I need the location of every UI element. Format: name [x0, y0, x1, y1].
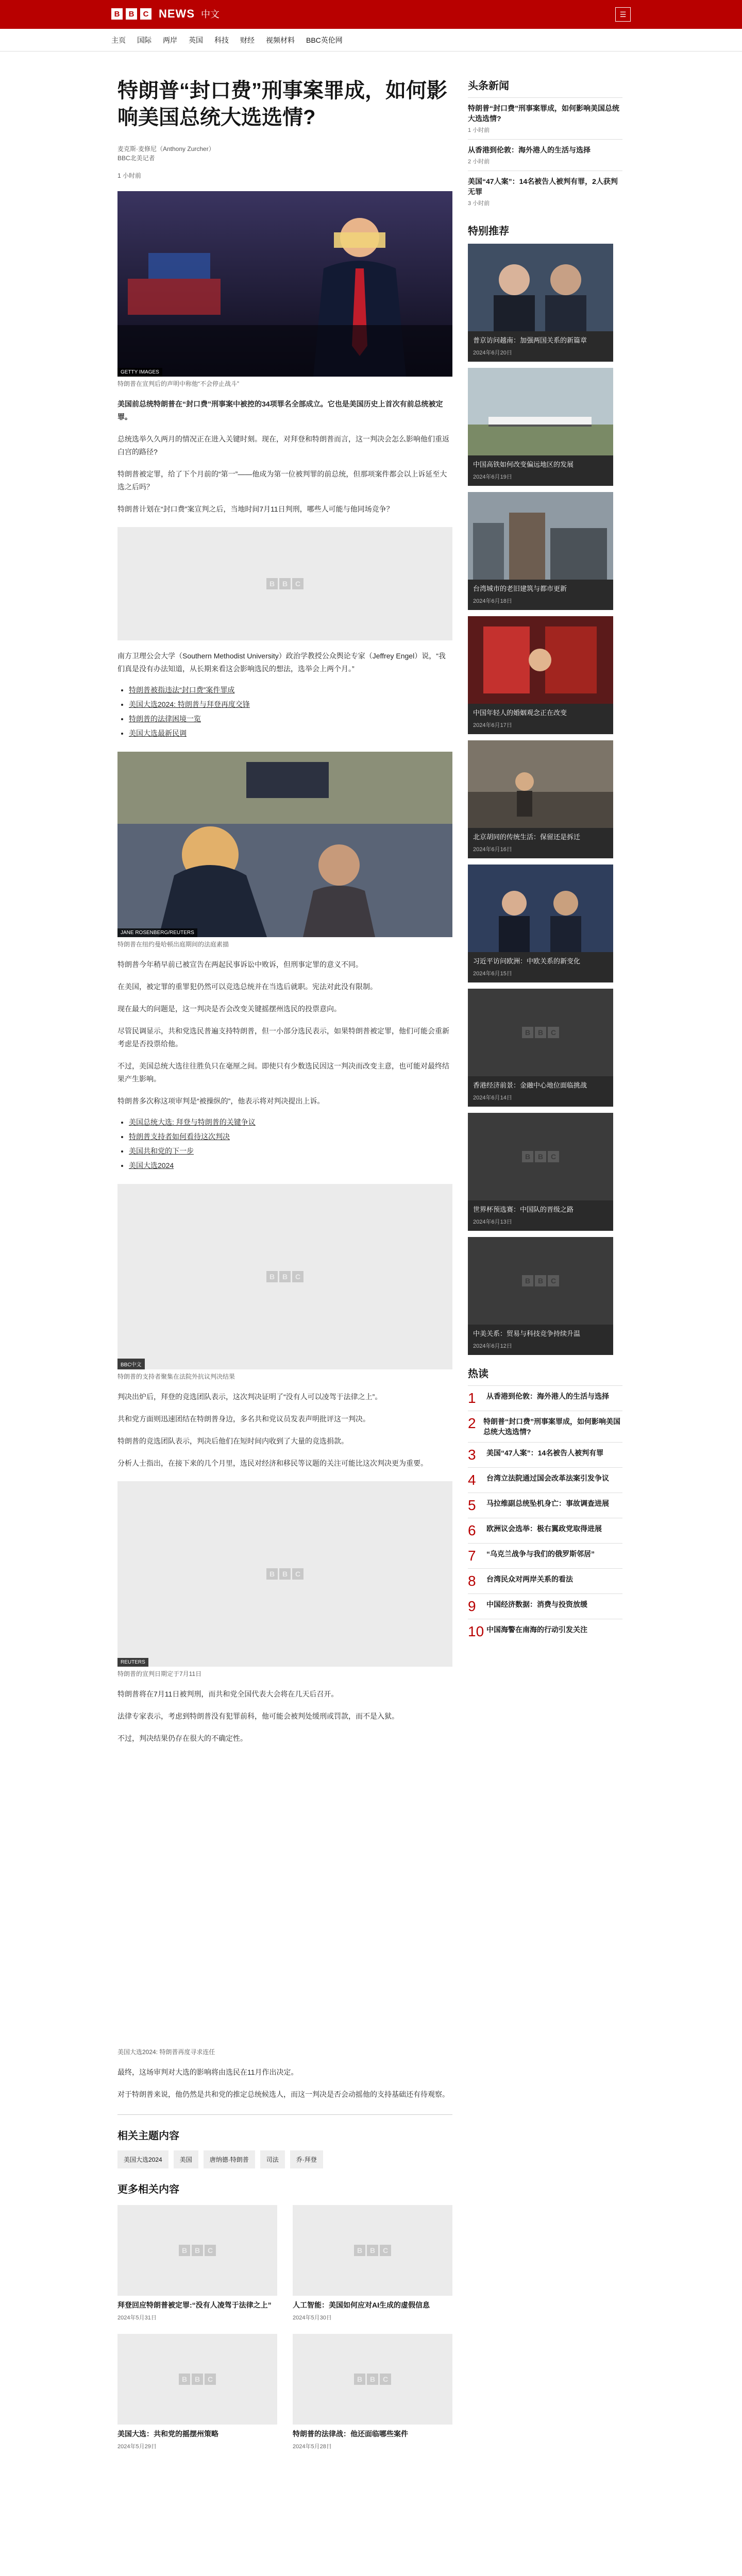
image-caption: 特朗普的宣判日期定于7月11日	[117, 1670, 202, 1677]
rec-card[interactable]	[468, 244, 613, 362]
card-image: B B C	[293, 2334, 452, 2425]
headline-item[interactable]	[468, 139, 622, 171]
headline-title: 美国“47人案”：14名被告人被判有罪，2人获判无罪	[468, 177, 618, 196]
hot-title-text: 台湾民众对两岸关系的看法	[486, 1575, 573, 1583]
hot-item[interactable]: 1 从香港到伦敦：海外港人的生活与选择	[468, 1385, 622, 1411]
image-credit: BBC中文	[117, 1359, 145, 1369]
rec-date: 2024年6月15日	[473, 971, 512, 977]
hot-item[interactable]: 6 欧洲议会选举：极右翼政党取得进展	[468, 1518, 622, 1543]
headline-item[interactable]	[468, 97, 622, 139]
hot-title-text: 欧洲议会选举：极右翼政党取得进展	[486, 1524, 602, 1533]
paragraph: 不过，判决结果仍存在很大的不确定性。	[117, 1734, 247, 1742]
rec-date: 2024年6月13日	[473, 1219, 512, 1225]
paragraph: 对于特朗普来说，他仍然是共和党的推定总统候选人，而这一判决是否会动摇他的支持基础还有待观察。	[117, 2090, 449, 2098]
nav-item[interactable]: 英国	[189, 36, 203, 44]
rec-card[interactable]	[468, 989, 613, 1107]
rec-card[interactable]	[468, 492, 613, 610]
paragraph: 现在最大的问题是，这一判决是否会改变关键摇摆州选民的投票意向。	[117, 1005, 341, 1013]
card-image: B B C	[117, 2334, 277, 2425]
hero-illustration	[117, 191, 452, 377]
paragraph: 判决出炉后，拜登的竞选团队表示，这次判决证明了“没有人可以凌驾于法律之上”。	[117, 1393, 382, 1401]
topic-tag[interactable]: 美国大选2024	[117, 2150, 168, 2168]
rec-image	[468, 492, 613, 580]
card-image: B B C	[293, 2205, 452, 2296]
headline-title: 特朗普“封口费”刑事案罪成，如何影响美国总统大选选情?	[468, 104, 619, 123]
menu-icon[interactable]: ☰	[615, 7, 631, 22]
hot-item[interactable]: 7 “乌克兰战争与我们的俄罗斯邻居”	[468, 1543, 622, 1568]
headline-time: 1 小时前	[468, 127, 490, 133]
nav-item[interactable]: BBC英伦网	[306, 36, 343, 44]
card-date: 2024年5月31日	[117, 2315, 157, 2321]
rec-image	[468, 244, 613, 331]
rec-title: 中国年轻人的婚姻观念正在改变	[473, 709, 567, 717]
hot-title-text: 特朗普“封口费”刑事案罪成，如何影响美国总统大选选情?	[483, 1417, 621, 1436]
story-card[interactable]	[293, 2205, 452, 2321]
rec-title: 普京访问越南：加强两国关系的新篇章	[473, 336, 587, 344]
hot-title-text: 中国海警在南海的行动引发关注	[486, 1625, 587, 1634]
rec-date: 2024年6月16日	[473, 846, 512, 853]
rec-image	[468, 368, 613, 455]
card-title: 拜登回应特朗普被定罪:“没有人凌驾于法律之上”	[117, 2301, 272, 2309]
byline	[117, 144, 452, 163]
rec-image	[468, 865, 613, 952]
image-caption: 特朗普在纽约曼哈顿出庭期间的法庭素描	[117, 941, 229, 948]
headline-time: 3 小时前	[468, 200, 490, 207]
page-title: 特朗普“封口费”刑事案罪成，如何影响美国总统大选选情?	[117, 79, 447, 129]
hot-title-text: 马拉维副总统坠机身亡：事故调查进展	[486, 1499, 609, 1507]
timestamp: 1 小时前	[117, 172, 142, 179]
image-placeholder: B B C REUTERS	[117, 1481, 452, 1667]
sidebar	[468, 77, 622, 1644]
paragraph: 美国前总统特朗普在“封口费”刑事案中被控的34项罪名全部成立。它也是美国历史上首次有前总统被定罪。	[117, 400, 443, 421]
nav-item[interactable]: 科技	[214, 36, 229, 44]
rec-card[interactable]	[468, 1237, 613, 1355]
rec-title: 中国高铁如何改变偏远地区的发展	[473, 461, 574, 468]
hot-title: 热读	[468, 1368, 488, 1380]
nav-item[interactable]: 财经	[240, 36, 255, 44]
more-grid	[117, 2205, 452, 2450]
top-bar	[0, 0, 742, 29]
card-title: 特朗普的法律战：他还面临哪些案件	[293, 2430, 408, 2438]
rec-card[interactable]	[468, 865, 613, 982]
story-card[interactable]	[293, 2334, 452, 2450]
brand-chinese: 中文	[201, 9, 220, 20]
rec-card[interactable]	[468, 740, 613, 858]
author-name: 麦克斯·麦修尼（Anthony Zurcher）	[117, 145, 215, 152]
hot-item[interactable]: 2 特朗普“封口费”刑事案罪成，如何影响美国总统大选选情?	[468, 1411, 622, 1442]
hero-image	[117, 191, 452, 377]
related-link[interactable]: • 美国大选2024	[129, 1158, 452, 1173]
image-caption: 美国大选2024: 特朗普再度寻求连任	[117, 2048, 215, 2056]
image-credit: JANE ROSENBERG/REUTERS	[117, 928, 197, 937]
rec-title: 中美关系：贸易与科技竞争持续升温	[473, 1330, 581, 1337]
court-sketch-image	[117, 752, 452, 937]
rec-date: 2024年6月12日	[473, 1343, 512, 1349]
rec-date: 2024年6月14日	[473, 1095, 512, 1101]
related-link[interactable]: • 美国共和党的下一步	[129, 1144, 452, 1158]
paragraph: 特朗普计划在“封口费”案宣判之后，当地时间7月11日判刑，哪些人可能与他同场竞争？	[117, 505, 394, 513]
paragraph: 特朗普多次称这项审判是“被操纵的”，他表示将对判决提出上诉。	[117, 1097, 325, 1105]
rec-title: 习近平访问欧洲：中欧关系的新变化	[473, 957, 581, 965]
rec-image: B B C	[468, 1237, 613, 1325]
card-title: 美国大选：共和党的摇摆州策略	[117, 2430, 218, 2438]
rec-title: 香港经济前景：金融中心地位面临挑战	[473, 1081, 587, 1089]
author-role: BBC北美记者	[117, 155, 155, 162]
related-link[interactable]: • 美国大选2024: 特朗普与拜登再度交锋	[129, 697, 452, 711]
story-card[interactable]	[117, 2205, 277, 2321]
topic-tag[interactable]: 乔·拜登	[290, 2150, 323, 2168]
hot-item[interactable]: 10 中国海警在南海的行动引发关注	[468, 1619, 622, 1644]
related-link[interactable]: • 特朗普被指违法“封口费”案件罪成	[129, 683, 452, 697]
paragraph: 分析人士指出，在接下来的几个月里，选民对经济和移民等议题的关注可能比这次判决更为重要。	[117, 1459, 428, 1467]
main-nav	[0, 29, 742, 52]
image-caption: 特朗普在宣判后的声明中称他“不会停止战斗”	[117, 380, 239, 387]
hot-title-text: 美国“47人案”：14名被告人被判有罪	[486, 1449, 604, 1457]
hot-title-text: 中国经济数据：消费与投资放缓	[486, 1600, 587, 1608]
embedded-media-space	[117, 1756, 452, 2045]
brand-news: NEWS	[159, 7, 195, 20]
headline-time: 2 小时前	[468, 159, 490, 165]
card-date: 2024年5月29日	[117, 2444, 157, 2450]
hot-title-text: “乌克兰战争与我们的俄罗斯邻居”	[486, 1550, 595, 1558]
rec-date: 2024年6月17日	[473, 722, 512, 728]
paragraph: 最终，这场审判对大选的影响将由选民在11月作出决定。	[117, 2068, 298, 2076]
hot-item[interactable]: 5 马拉维副总统坠机身亡：事故调查进展	[468, 1493, 622, 1518]
bbc-logo[interactable]: B B C NEWS 中文	[111, 7, 220, 21]
topic-tags	[117, 2150, 452, 2168]
related-link[interactable]: • 美国总统大选: 拜登与特朗普的关键争议	[129, 1115, 452, 1129]
rec-card[interactable]	[468, 1113, 613, 1231]
paragraph: 特朗普今年稍早前已被宣告在两起民事诉讼中败诉，但刑事定罪的意义不同。	[117, 960, 363, 969]
card-title: 人工智能：美国如何应对AI生成的虚假信息	[293, 2301, 430, 2309]
paragraph: 特朗普被定罪，给了下个月前的“第一”——他成为第一位被判罪的前总统，但那项案件都会以上诉延至大选之后吗？	[117, 470, 447, 491]
hot-title-text: 从香港到伦敦：海外港人的生活与选择	[486, 1392, 609, 1400]
rec-image	[468, 740, 613, 828]
topic-tag[interactable]: 美国	[174, 2150, 198, 2168]
paragraph: 尽管民调显示，共和党选民普遍支持特朗普，但一小部分选民表示，如果特朗普被定罪，他们可能会重新考虑是否投票给他。	[117, 1027, 449, 1048]
related-link[interactable]: • 美国大选最新民调	[129, 726, 452, 740]
story-card[interactable]	[117, 2334, 277, 2450]
divider	[117, 2114, 452, 2115]
headlines-title: 头条新闻	[468, 80, 509, 92]
recommended-title: 特别推荐	[468, 226, 509, 237]
paragraph: 法律专家表示，考虑到特朗普没有犯罪前科，他可能会被判处缓刑或罚款，而不是入狱。	[117, 1712, 399, 1720]
article	[117, 77, 452, 2450]
paragraph: 总统选举久久两月的情况正在进入关键时刻。现在，对拜登和特朗普而言，这一判决会怎么影响他们重返白宫的路径?	[117, 435, 449, 456]
image-placeholder: B B C BBC中文	[117, 1184, 452, 1369]
hot-title-text: 台湾立法院通过国会改革法案引发争议	[486, 1474, 609, 1482]
related-links	[117, 1115, 452, 1173]
headline-title: 从香港到伦敦：海外港人的生活与选择	[468, 146, 591, 154]
nav-item[interactable]: 视频材料	[266, 36, 295, 44]
related-links	[117, 683, 452, 740]
paragraph: 特朗普的竞选团队表示，判决后他们在短时间内收到了大量的竞选捐款。	[117, 1437, 348, 1445]
card-date: 2024年5月30日	[293, 2315, 332, 2321]
hot-item[interactable]: 8 台湾民众对两岸关系的看法	[468, 1568, 622, 1594]
rec-date: 2024年6月19日	[473, 474, 512, 480]
image-credit: GETTY IMAGES	[117, 368, 162, 377]
image-placeholder: B B C	[117, 527, 452, 640]
topics-title: 相关主题内容	[117, 2130, 179, 2142]
hot-item[interactable]: 3 美国“47人案”：14名被告人被判有罪	[468, 1442, 622, 1467]
rec-title: 北京胡同的传统生活：保留还是拆迁	[473, 833, 581, 841]
rec-image: B B C	[468, 1113, 613, 1200]
headline-item[interactable]	[468, 171, 622, 212]
rec-title: 台湾城市的老旧建筑与都市更新	[473, 585, 567, 592]
related-link[interactable]: • 特朗普支持者如何看待这次判决	[129, 1129, 452, 1144]
card-date: 2024年5月28日	[293, 2444, 332, 2450]
image-caption: 特朗普的支持者聚集在法院外抗议判决结果	[117, 1373, 235, 1380]
related-link[interactable]: • 特朗普的法律困境一览	[129, 711, 452, 726]
rec-date: 2024年6月20日	[473, 350, 512, 356]
paragraph: 特朗普将在7月11日被判刑，而共和党全国代表大会将在几天后召开。	[117, 1690, 339, 1698]
topic-tag[interactable]: 司法	[260, 2150, 285, 2168]
hot-item[interactable]: 9 中国经济数据：消费与投资放缓	[468, 1594, 622, 1619]
topic-tag[interactable]: 唐纳德·特朗普	[204, 2150, 255, 2168]
sketch-illustration	[117, 752, 452, 937]
rec-card[interactable]	[468, 616, 613, 734]
rec-date: 2024年6月18日	[473, 598, 512, 604]
paragraph: 不过，美国总统大选往往胜负只在毫厘之间。即使只有少数选民因这一判决而改变主意，也可能对最终结果产生影响。	[117, 1062, 449, 1083]
paragraph: 南方卫理公会大学（Southern Methodist University）政治学教授公众舆论专家（Jeffrey Engel）说，“我们真是没有办法知道，从长期来看这会影响选民的想法，选举会上两个月。”	[117, 652, 446, 673]
image-credit: REUTERS	[117, 1658, 148, 1667]
rec-title: 世界杯预选赛：中国队的晋级之路	[473, 1206, 574, 1213]
rec-card[interactable]	[468, 368, 613, 486]
paragraph: 共和党方面则迅速团结在特朗普身边，多名共和党议员发表声明批评这一判决。	[117, 1415, 370, 1423]
nav-item[interactable]: 国际	[137, 36, 151, 44]
nav-item[interactable]: 主页	[111, 36, 126, 44]
card-image: B B C	[117, 2205, 277, 2296]
rec-image: B B C	[468, 989, 613, 1076]
paragraph: 在美国，被定罪的重罪犯仍然可以竞选总统并在当选后就职。宪法对此没有限制。	[117, 982, 377, 991]
more-title: 更多相关内容	[117, 2184, 179, 2195]
nav-item[interactable]: 两岸	[163, 36, 177, 44]
rec-image	[468, 616, 613, 704]
hot-item[interactable]: 4 台湾立法院通过国会改革法案引发争议	[468, 1467, 622, 1493]
